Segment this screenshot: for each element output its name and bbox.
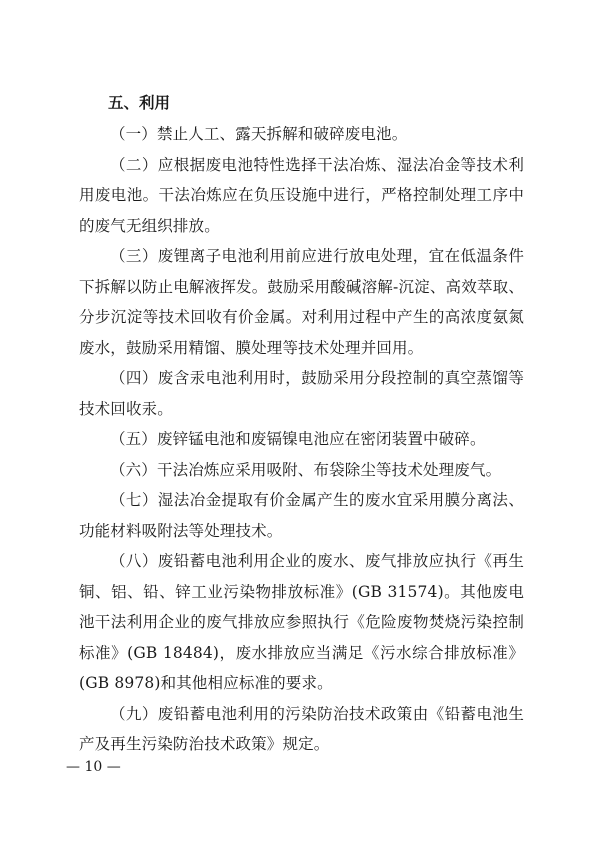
paragraph-item-7: （七）湿法冶金提取有价金属产生的废水宜采用膜分离法、功能材料吸附法等处理技术。 xyxy=(79,491,524,540)
section-body xyxy=(79,119,524,760)
paragraph-item-4: （四）废含汞电池利用时，鼓励采用分段控制的真空蒸馏等技术回收汞。 xyxy=(79,369,524,418)
paragraph-item-3: （三）废锂离子电池利用前应进行放电处理，宜在低温条件下拆解以防止电解液挥发。鼓励采用酸碱溶解-沉淀、高效萃取、分步沉淀等技术回收有价金属。对利用过程中产生的高浓度氨氮废水，鼓励采用精馏、膜处理等技术处理并回用。 xyxy=(79,247,524,357)
paragraph-item-5: （五）废锌锰电池和废镉镍电池应在密闭装置中破碎。 xyxy=(110,430,486,448)
paragraph-item-6: （六）干法冶炼应采用吸附、布袋除尘等技术处理废气。 xyxy=(110,460,502,479)
section-heading: 五、利用 xyxy=(108,94,171,112)
paragraph-item-9: （九）废铅蓄电池利用的污染防治技术政策由《铅蓄电池生产及再生污染防治技术政策》规定。 xyxy=(79,704,524,753)
paragraph-item-8: （八）废铅蓄电池利用企业的废水、废气排放应执行《再生铜、铝、铅、锌工业污染物排放标准》(GB 31574)。其他废电池干法利用企业的废气排放应参照执行《危险废物焚烧污染控制标准》(GB 18484)，废水排放应当满足《污水综合排放标准》(GB 8978)和其他相应标准的要求。 xyxy=(79,552,524,692)
page-number: — 10 — xyxy=(66,759,121,775)
paragraph-item-2: （二）应根据废电池特性选择干法冶炼、湿法冶金等技术利用废电池。干法冶炼应在负压设施中进行，严格控制处理工序中的废气无组织排放。 xyxy=(79,155,524,235)
paragraph-item-1: （一）禁止人工、露天拆解和破碎废电池。 xyxy=(110,125,408,143)
